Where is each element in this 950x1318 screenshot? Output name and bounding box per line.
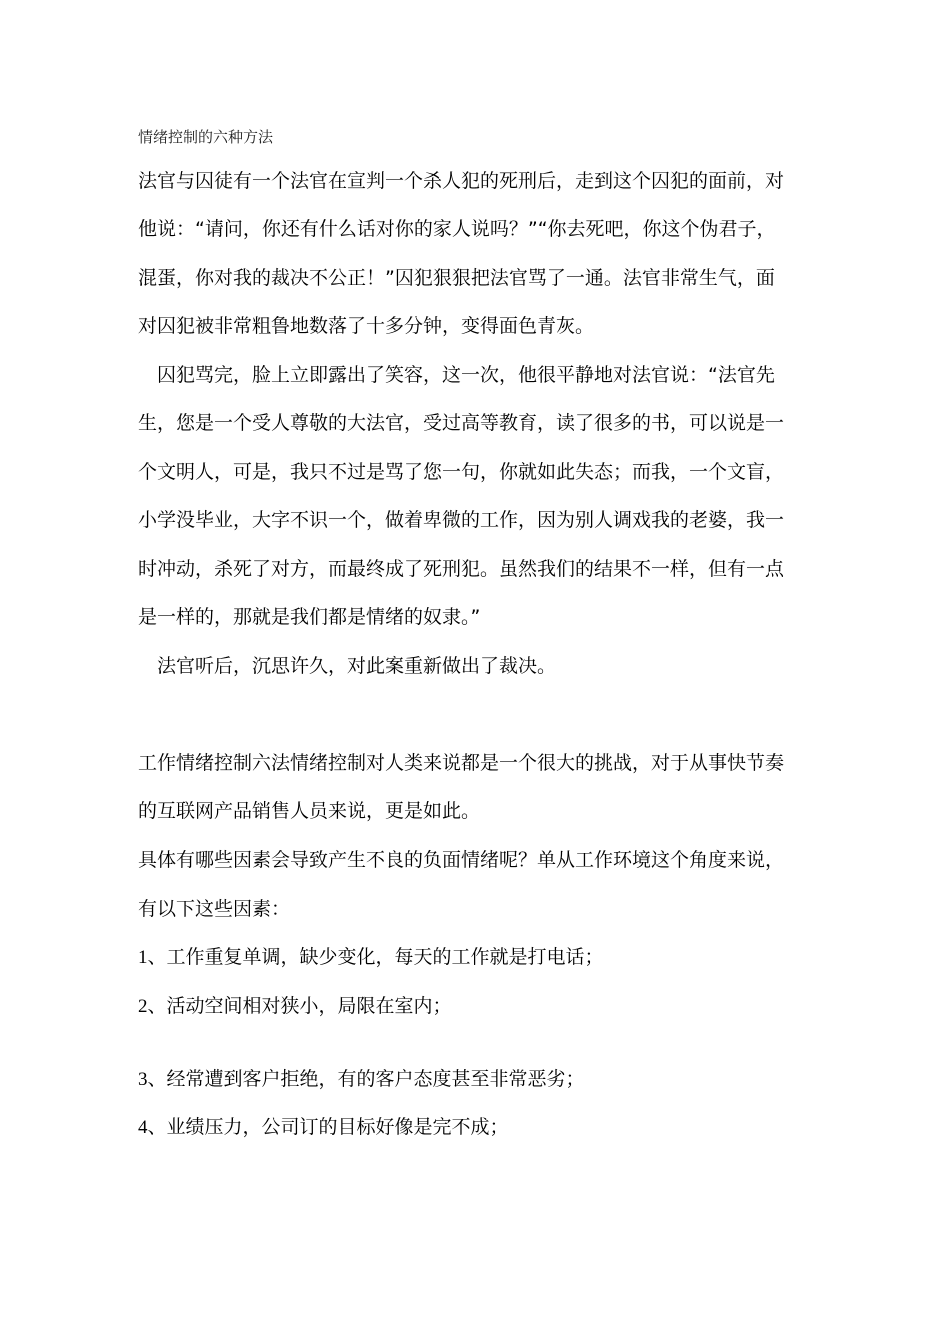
story-line: 囚犯骂完，脸上立即露出了笑容，这一次，他很平静地对法官说：“法官先 (138, 364, 775, 386)
document-title: 情绪控制的六种方法 (138, 128, 274, 146)
factor-text: 活动空间相对狭小，局限在室内； (166, 995, 452, 1017)
story-line: 个文明人，可是，我只不过是骂了您一句，你就如此失态；而我，一个文盲， (138, 461, 785, 483)
work-line: 具体有哪些因素会导致产生不良的负面情绪呢？单从工作环境这个角度来说， (138, 849, 785, 871)
work-line: 的互联网产品销售人员来说，更是如此。 (138, 800, 481, 822)
story-line: 法官与囚徒有一个法官在宣判一个杀人犯的死刑后，走到这个囚犯的面前，对 (138, 170, 785, 192)
story-line: 生，您是一个受人尊敬的大法官，受过高等教育，读了很多的书，可以说是一 (138, 412, 785, 434)
story-line: 混蛋，你对我的裁决不公正！”囚犯狠狠把法官骂了一通。法官非常生气，面 (138, 267, 775, 289)
story-line: 对囚犯被非常粗鲁地数落了十多分钟，变得面色青灰。 (138, 315, 595, 337)
factor-item (138, 993, 452, 1020)
factor-item (138, 1114, 509, 1141)
factor-number: 3、 (138, 1069, 167, 1090)
story-line: 时冲动，杀死了对方，而最终成了死刑犯。虽然我们的结果不一样，但有一点 (138, 558, 785, 580)
work-line: 有以下这些因素： (138, 898, 291, 920)
factor-number: 1、 (138, 947, 167, 968)
work-line: 工作情绪控制六法情绪控制对人类来说都是一个很大的挑战，对于从事快节奏 (138, 752, 785, 774)
factor-text: 工作重复单调，缺少变化，每天的工作就是打电话； (166, 946, 604, 968)
factor-item (138, 944, 604, 971)
factor-item (138, 1066, 585, 1093)
story-line: 法官听后，沉思许久，对此案重新做出了裁决。 (138, 655, 557, 677)
factor-text: 业绩压力，公司订的目标好像是完不成； (166, 1116, 509, 1138)
factor-text: 经常遭到客户拒绝，有的客户态度甚至非常恶劣； (166, 1068, 585, 1090)
story-line: 小学没毕业，大字不识一个，做着卑微的工作，因为别人调戏我的老婆，我一 (138, 509, 785, 531)
story-line: 他说：“请问，你还有什么话对你的家人说吗？”“你去死吧，你这个伪君子， (138, 218, 776, 240)
factor-number: 4、 (138, 1117, 167, 1138)
factor-number: 2、 (138, 996, 167, 1017)
story-line: 是一样的，那就是我们都是情绪的奴隶。” (138, 606, 481, 628)
